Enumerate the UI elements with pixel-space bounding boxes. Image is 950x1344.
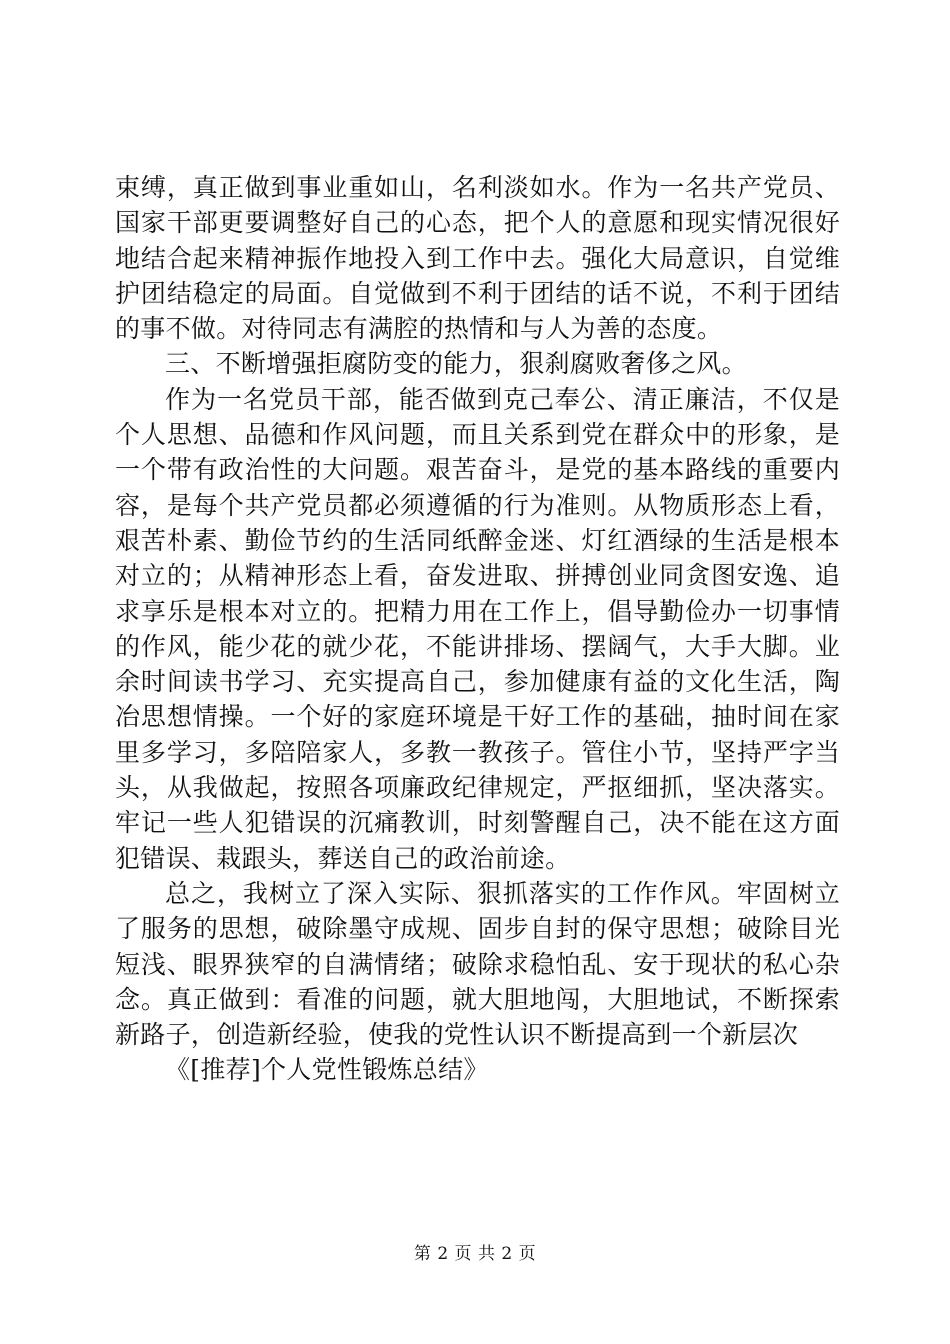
closing-title: 《[推荐]个人党性锻炼总结》	[165, 1055, 489, 1085]
paragraph-continuation: 束缚，真正做到事业重如山，名利淡如水。作为一名共产党员、国家干部更要调整好自己的心态，把个人的意愿和现实情况很好地结合起来精神振作地投入到工作中去。强化大局意识，自觉维护团结稳定的局面。自觉做到不利于团结的话不说，不利于团结的事不做。对待同志有满腔的热情和与人为善的态度。	[115, 173, 840, 344]
section-heading: 三、不断增强拒腐防变的能力，狠刹腐败奢侈之风。	[165, 349, 747, 379]
page-number-footer: 第 2 页 共 2 页	[413, 1244, 537, 1264]
document-body	[115, 170, 840, 1088]
paragraph-conclusion: 总之，我树立了深入实际、狠抓落实的工作作风。牢固树立了服务的思想，破除墨守成规、固步自封的保守思想；破除目光短浅、眼界狭窄的自满情绪；破除求稳怕乱、安于现状的私心杂念。真正做到：看准的问题，就大胆地闯，大胆地试，不断探索新路子，创造新经验，使我的党性认识不断提高到一个新层次	[115, 878, 840, 1050]
paragraph-integrity: 作为一名党员干部，能否做到克己奉公、清正廉洁，不仅是个人思想、品德和作风问题，而且关系到党在群众中的形象，是一个带有政治性的大问题。艰苦奋斗，是党的基本路线的重要内容，是每个共产党员都必须遵循的行为准则。从物质形态上看，艰苦朴素、勤俭节约的生活同纸醉金迷、灯红酒绿的生活是根本对立的；从精神形态上看，奋发进取、拼搏创业同贪图安逸、追求享乐是根本对立的。把精力用在工作上，倡导勤俭办一切事情的作风，能少花的就少花，不能讲排场、摆阔气，大手大脚。业余时间读书学习、充实提高自己，参加健康有益的文化生活，陶冶思想情操。一个好的家庭环境是干好工作的基础，抽时间在家里多学习，多陪陪家人，多教一教孩子。管住小节，坚持严字当头，从我做起，按照各项廉政纪律规定，严抠细抓，坚决落实。牢记一些人犯错误的沉痛教训，时刻警醒自己，决不能在这方面犯错误、栽跟头，葬送自己的政治前途。	[115, 384, 840, 873]
